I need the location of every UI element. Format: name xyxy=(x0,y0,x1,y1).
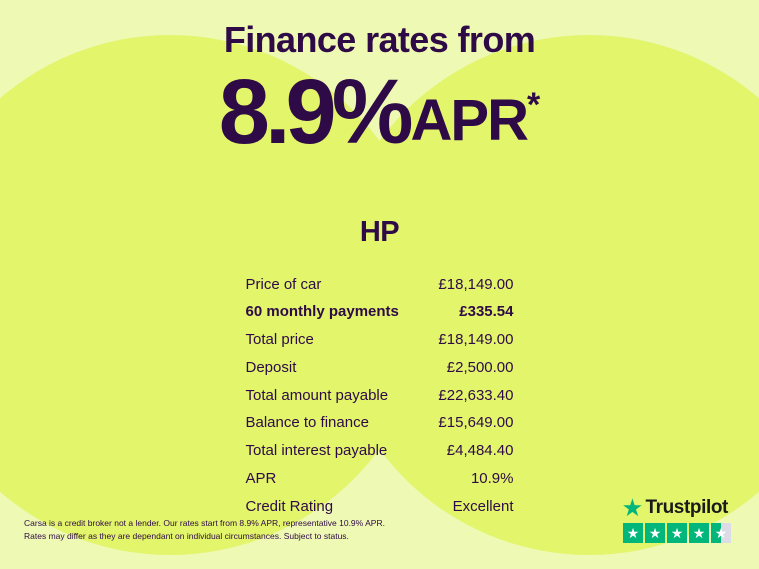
product-title: HP xyxy=(359,215,400,248)
row-value: £4,484.40 xyxy=(446,442,514,460)
table-row xyxy=(246,298,514,326)
row-value: 10.9% xyxy=(470,469,514,487)
star-half-icon: ★ xyxy=(711,523,731,543)
disclaimer-line-1: Carsa is a credit broker not a lender. Our rates start from 8.9% APR, representative 10.9% APR. xyxy=(24,517,385,528)
finance-breakdown-table xyxy=(246,271,514,521)
row-value: Excellent xyxy=(452,497,514,515)
table-row xyxy=(246,354,514,382)
row-label: 60 monthly payments xyxy=(245,303,399,321)
row-value: £18,149.00 xyxy=(438,331,514,349)
row-value: £2,500.00 xyxy=(446,358,514,376)
page-title: Finance rates from xyxy=(223,19,536,60)
star-icon: ★ xyxy=(623,523,643,543)
table-row xyxy=(246,409,514,437)
row-label: Total amount payable xyxy=(245,386,389,404)
table-row xyxy=(246,437,514,465)
disclaimer-text xyxy=(24,517,424,543)
trustpilot-name: Trustpilot xyxy=(645,497,728,518)
row-value: £15,649.00 xyxy=(438,414,514,432)
row-value: £18,149.00 xyxy=(438,275,514,293)
row-value: £22,633.40 xyxy=(438,386,514,404)
rate-display xyxy=(0,60,759,163)
rate-asterisk: * xyxy=(526,85,541,124)
table-row xyxy=(246,271,514,299)
trustpilot-wordmark xyxy=(623,497,733,519)
row-label: Total price xyxy=(245,331,314,349)
row-label: Credit Rating xyxy=(245,497,334,515)
row-label: Balance to finance xyxy=(245,414,369,432)
row-value: £335.54 xyxy=(459,303,514,321)
row-label: Deposit xyxy=(245,358,297,376)
star-icon: ★ xyxy=(689,523,709,543)
table-row xyxy=(246,382,514,410)
disclaimer-line-2: Rates may differ as they are dependant on individual circumstances. Subject to status. xyxy=(24,530,349,541)
row-label: Price of car xyxy=(245,275,322,293)
table-row xyxy=(246,465,514,493)
trustpilot-rating xyxy=(623,497,733,543)
trustpilot-stars xyxy=(623,523,733,543)
table-row xyxy=(246,326,514,354)
star-icon: ★ xyxy=(667,523,687,543)
row-label: APR xyxy=(245,469,277,487)
star-icon: ★ xyxy=(645,523,665,543)
row-label: Total interest payable xyxy=(245,442,388,460)
trustpilot-star-icon: ★ xyxy=(623,496,642,520)
rate-unit: APR xyxy=(410,87,527,153)
rate-value: 8.9% xyxy=(218,60,409,163)
